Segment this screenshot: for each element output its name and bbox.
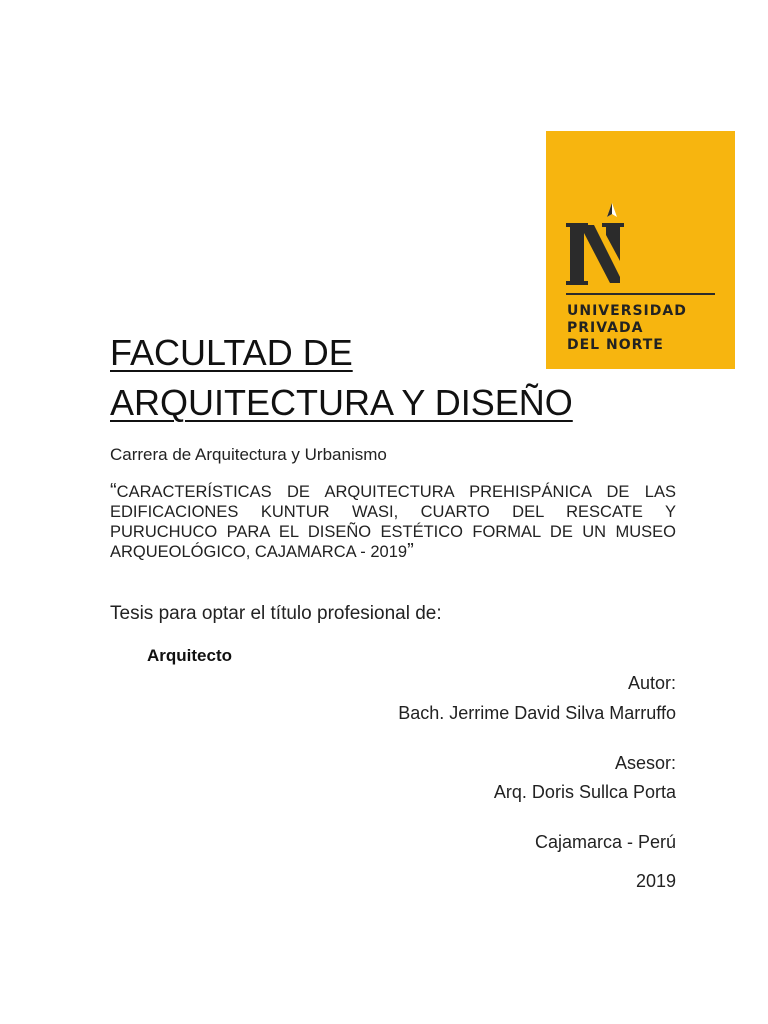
university-logo	[546, 131, 735, 369]
thesis-title	[110, 482, 676, 562]
advisor-name: Arq. Doris Sullca Porta	[493, 782, 676, 802]
degree-title: Arquitecto	[147, 646, 232, 665]
advisor-label: Asesor:	[614, 753, 676, 773]
university-n-mark-icon	[564, 201, 628, 287]
career-name: Carrera de Arquitectura y Urbanismo	[110, 445, 387, 464]
place: Cajamarca - Perú	[534, 832, 676, 852]
logo-text-line-3: DEL NORTE	[567, 337, 664, 353]
thesis-purpose: Tesis para optar el título profesional de:	[110, 603, 442, 624]
author-label: Autor:	[627, 673, 676, 693]
logo-divider	[566, 293, 715, 295]
open-quote: “	[110, 480, 117, 502]
year: 2019	[635, 871, 676, 891]
close-quote: ”	[407, 540, 414, 562]
author-name: Bach. Jerrime David Silva Marruffo	[398, 703, 676, 723]
logo-text	[567, 303, 687, 354]
faculty-title-line-2: ARQUITECTURA Y DISEÑO	[110, 382, 573, 423]
logo-text-line-2: PRIVADA	[567, 320, 644, 336]
faculty-title	[110, 328, 573, 428]
faculty-title-line-1: FACULTAD DE	[110, 332, 353, 373]
logo-text-line-1: UNIVERSIDAD	[567, 303, 687, 319]
thesis-title-text: CARACTERÍSTICAS DE ARQUITECTURA PREHISPÁNICA DE LAS EDIFICACIONES KUNTUR WASI, CUARTO DEL RESCATE Y PURUCHUCO PARA EL DISEÑO ESTÉTICO FORMAL DE UN MUSEO ARQUEOLÓGICO, CAJAMARCA - 2019	[110, 483, 676, 561]
